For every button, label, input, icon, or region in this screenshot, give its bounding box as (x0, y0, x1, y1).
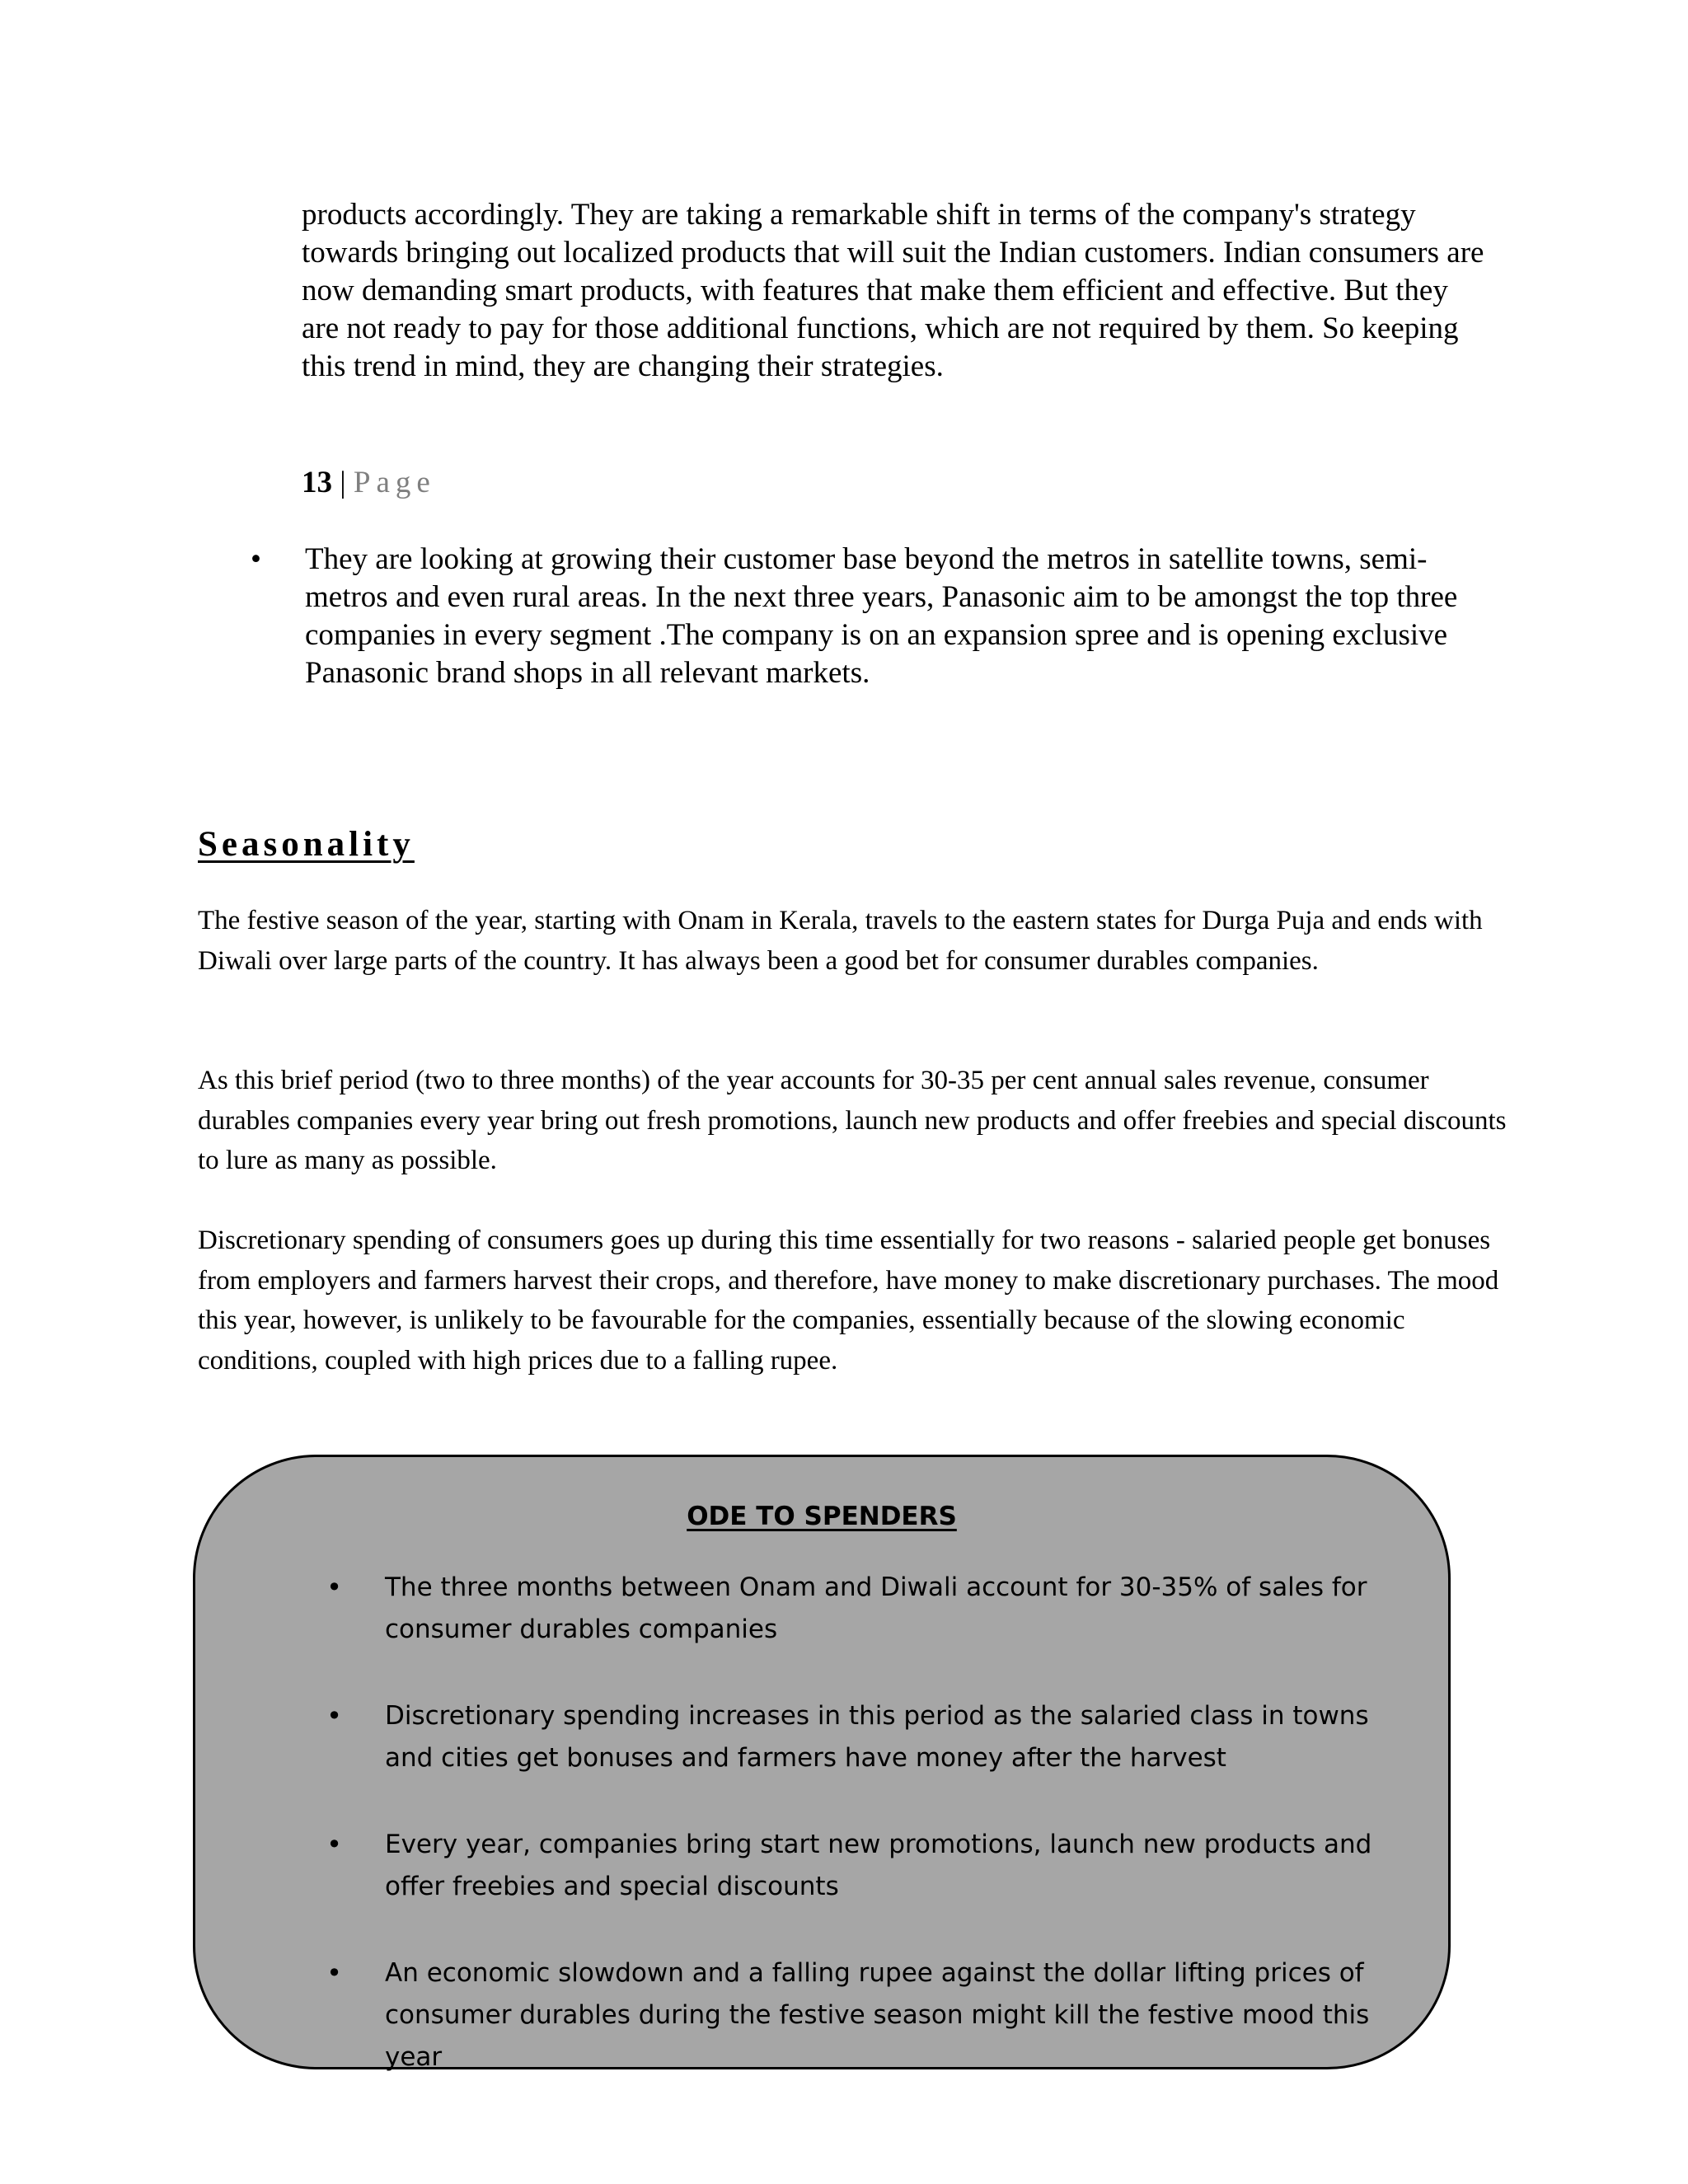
callout-item-text: Every year, companies bring start new promotions, launch new products and offer freebies and special discounts (385, 1830, 1372, 1901)
callout-list (195, 1567, 1448, 2123)
bullet-text: They are looking at growing their customer base beyond the metros in satellite towns, semi-metros and even rural areas. In the next three years, Panasonic aim to be amongst the top three companies in every segment .The company is on an expansion spree and is opening exclusive Panasonic brand shops in all relevant markets. (305, 542, 1458, 690)
callout-item-text: An economic slowdown and a falling rupee against the dollar lifting prices of consumer durables during the festive season might kill the festive mood this year (385, 1958, 1370, 2072)
list-item (195, 1824, 1448, 1908)
bullet-icon: • (326, 1829, 342, 1860)
list-item (195, 1567, 1448, 1651)
list-item (195, 1952, 1448, 2079)
bullet-icon: • (326, 1572, 342, 1603)
page-number: 13 (302, 466, 332, 499)
section-heading: Seasonality (198, 825, 415, 864)
paragraph: As this brief period (two to three months) of the year accounts for 30-35 per cent annual sales revenue, consumer durables companies every year bring out fresh promotions, launch new products and offer freebies and special discounts to lure as many as possible. (198, 1066, 1507, 1175)
intro-paragraph: products accordingly. They are taking a remarkable shift in terms of the company's strategy towards bringing out localized products that will suit the Indian customers. Indian consumers are now demanding smart products, with features that make them efficient and effective. But they are not ready to pay for those additional functions, which are not required by them. So keeping this trend in mind, they are changing their strategies. (302, 198, 1484, 383)
bullet-icon: • (326, 1700, 342, 1732)
list-item (247, 541, 1500, 692)
callout-item-text: Discretionary spending increases in this period as the salaried class in towns and cities get bonuses and farmers have money after the harvest (385, 1701, 1369, 1773)
bullet-list (247, 541, 1500, 692)
callout-box (193, 1455, 1451, 2072)
callout-title: ODE TO SPENDERS (687, 1502, 957, 1531)
page-separator: | (332, 466, 354, 499)
bullet-icon: • (251, 542, 261, 576)
list-item (195, 1695, 1448, 1779)
paragraph: The festive season of the year, starting with Onam in Kerala, travels to the eastern states for Durga Puja and ends with Diwali over large parts of the country. It has always been a good bet for consumer durables companies. (198, 906, 1483, 976)
bullet-icon: • (326, 1957, 342, 1989)
callout-item-text: The three months between Onam and Diwali account for 30-35% of sales for consumer durables companies (385, 1572, 1367, 1644)
page-footer (302, 464, 436, 502)
page-label: Page (353, 466, 436, 499)
paragraph: Discretionary spending of consumers goes up during this time essentially for two reasons - salaried people get bonuses from employers and farmers harvest their crops, and therefore, have money to make discretionary purchases. The mood this year, however, is unlikely to be favourable for the companies, essentially because of the slowing economic conditions, coupled with high prices due to a falling rupee. (198, 1226, 1499, 1376)
